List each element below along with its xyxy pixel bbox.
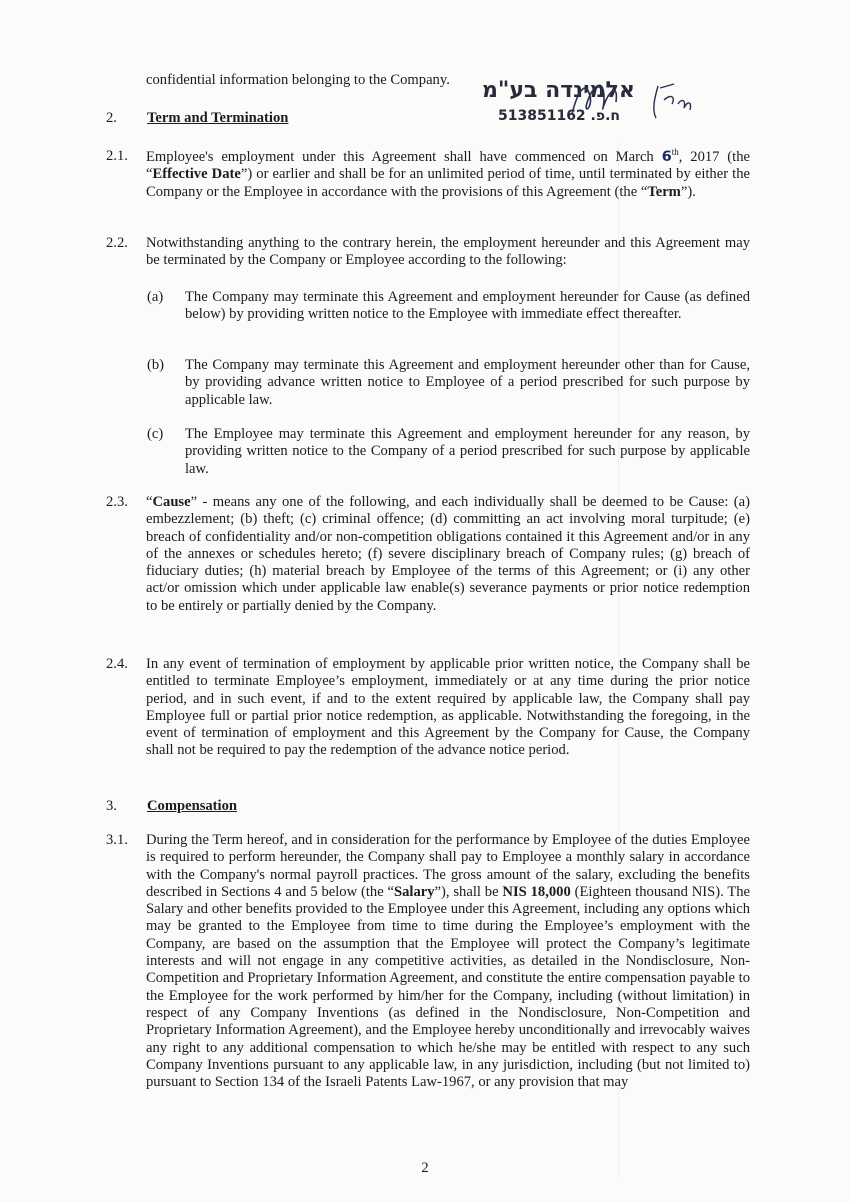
- intro-line: confidential information belonging to the Company.: [146, 72, 450, 88]
- clause-3-1-number: 3.1.: [106, 832, 128, 848]
- clause-3-1: [146, 832, 750, 1091]
- term-term: Term: [647, 183, 681, 200]
- clause-2-1-day: 6: [661, 148, 672, 165]
- stamp-company-name: אלמינדה בע"מ: [482, 78, 635, 103]
- clause-2-3: [146, 494, 750, 615]
- item-a-label: (a): [147, 289, 164, 305]
- clause-2-1-number: 2.1.: [106, 148, 128, 164]
- clause-2-2-number: 2.2.: [106, 235, 128, 251]
- item-c-text: The Employee may terminate this Agreement and employment hereunder for any reason, by providing written notice to the Company of a period prescribed for such purpose by applicable law.: [185, 426, 750, 477]
- clause-2-2: Notwithstanding anything to the contrary herein, the employment hereunder and this Agreement may be terminated by the Company or Employee according to the following:: [146, 235, 750, 269]
- clause-2-4: In any event of termination of employment by applicable prior written notice, the Company shall be entitled to terminate Employee’s employment, immediately or at any time during the prior notice period, and in such event, if and to the extent required by applicable law, the Company shall pay Employee full or partial prior notice redemption, as applicable. Notwithstanding the foregoing, in the event of termination of employment and this Agreement by the Company for Cause, the Company shall not be required to pay the redemption of the advance notice period.: [146, 656, 750, 759]
- section-2-title: Term and Termination: [147, 110, 289, 126]
- clause-2-1-text-3: ”) or earlier and shall be for an unlimited period of time, until terminated by either the Company or the Employee in accordance with the provisions of this Agreement (the “: [146, 166, 750, 200]
- clause-2-1-text-4: ”).: [680, 183, 696, 200]
- handwritten-signature: [560, 70, 710, 130]
- clause-3-1-text-2: ”), shall be: [434, 883, 503, 900]
- clause-2-1: [146, 148, 750, 201]
- page-number: 2: [421, 1160, 429, 1176]
- section-3-title: Compensation: [147, 798, 238, 814]
- section-2-number: 2.: [106, 110, 117, 126]
- effective-date-term: Effective Date: [152, 166, 241, 183]
- clause-2-3-quote: “: [146, 494, 153, 510]
- salary-amount: NIS 18,000: [502, 883, 571, 900]
- stamp-reg-number: ח.פ. 513851162: [498, 108, 621, 124]
- item-b-label: (b): [147, 357, 165, 373]
- item-c-label: (c): [147, 426, 164, 442]
- clause-3-1-text-1: During the Term hereof, and in consideration for the performance by Employee of the duties Employee is required to perform hereunder, the Company shall pay to Employee a monthly salary in accordance with the Company's normal payroll practices. The gross amount of the salary, excluding the benefits described in Sections 4 and 5 below (the “: [146, 832, 750, 900]
- cause-term: Cause: [152, 494, 191, 510]
- item-b-text: The Company may terminate this Agreement and employment hereunder other than for Cause, by providing advance written notice to Employee of a period prescribed for such purpose by applicable law.: [185, 357, 750, 408]
- section-3-number: 3.: [106, 798, 117, 814]
- clause-2-3-text: ” - means any one of the following, and each individually shall be deemed to be Cause: (a) embezzlement; (b) theft; (c) criminal offence; (d) committing an act involving moral turpitude; (e) breach of confidentiality and/or non-competition obligations contained it this Agreement and/or in any of the annexes or schedules hereto; (f) severe disciplinary breach of Company rules; (g) breach of fiduciary duties; (h) material breach by Employee of the terms of this Agreement; or (i) any other act/or omission which under applicable law enable(s) severance payments or prior notice redemption to be entirely or partially denied by the Company.: [146, 494, 750, 614]
- salary-term: Salary: [394, 883, 435, 900]
- clause-2-4-number: 2.4.: [106, 656, 128, 672]
- clause-2-3-number: 2.3.: [106, 494, 128, 510]
- item-a-text: The Company may terminate this Agreement and employment hereunder for Cause (as defined below) by providing written notice to the Employee with immediate effect thereafter.: [185, 289, 750, 323]
- clause-2-1-text-2: , 2017 (the “: [146, 149, 750, 183]
- clause-2-1-text-1: Employee's employment under this Agreement shall have commenced on March: [146, 149, 662, 165]
- clause-2-1-suffix: th: [671, 147, 679, 158]
- clause-3-1-text-3: (Eighteen thousand NIS). The Salary and other benefits provided to the Employee under this Agreement, including any options which may be granted to the Employee from time to time during the Employee’s employment with the Company, are based on the assumption that the Employee will protect the Company’s legitimate interests and will not engage in any competitive activities, as detailed in the Nondisclosure, Non-Competition and Proprietary Information Agreement, and constitute the entire compensation payable to the Employee for the work performed by him/her for the Company, including (without limitation) in respect of any Company Inventions (as defined in the Nondisclosure, Non-Competition and Proprietary Information Agreement), and the Employee hereby unconditionally and irrevocably waives any right to any additional compensation to which he/she may be entitled with respect to any such Company Inventions pursuant to any applicable law, in any jurisdiction, including (but not limited to) pursuant to Section 134 of the Israeli Patents Law-1967, or any provision that may: [146, 883, 751, 1091]
